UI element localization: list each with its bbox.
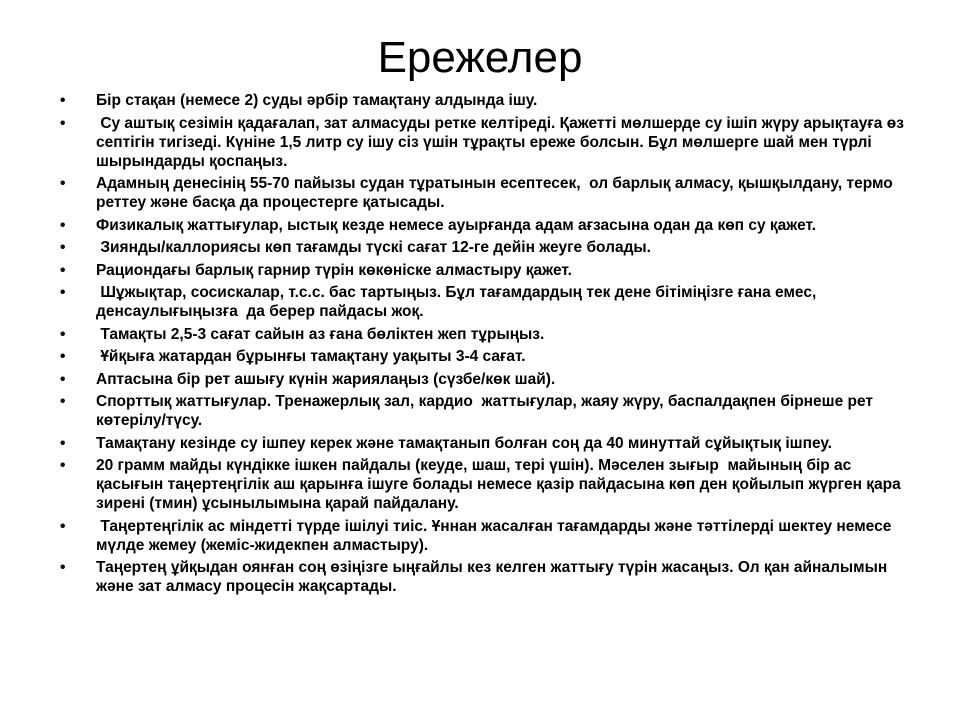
bullet-text: Бір стақан (немесе 2) суды әрбір тамақтану алдында ішу. xyxy=(96,92,538,109)
bullet-item xyxy=(52,174,912,212)
bullet-item xyxy=(52,370,912,389)
bullet-text: Аптасына бір рет ашығу күнін жариялаңыз (сүзбе/көк шай). xyxy=(96,370,556,388)
bullet-item xyxy=(52,517,912,555)
bullet-dot-icon: • xyxy=(60,92,66,109)
bullet-text: Спорттық жаттығулар. Тренажерлық зал, кардио жаттығулар, жаяу жүру, баспалдақпен бірнеше рет көтерілу/түсу. xyxy=(96,393,878,429)
bullet-text: Таңертеңгілік ас міндетті түрде ішілуі тиіс. Ұннан жасалған тағамдарды және тәттілерді шектеу немесе мүлде жемеу (жеміс-жидекпен алмастыру). xyxy=(96,517,896,554)
bullet-dot-icon: • xyxy=(60,239,66,256)
bullet-item xyxy=(52,114,912,171)
bullet-dot-icon: • xyxy=(60,261,66,279)
bullet-item xyxy=(52,216,912,235)
bullet-item xyxy=(52,238,912,257)
bullet-dot-icon: • xyxy=(60,370,66,388)
bullet-text: Шұжықтар, сосискалар, т.с.с. бас тартыңыз. Бұл тағамдардың тек дене бітіміңізге ғана емес, денсаулығыңызға да берер пайдасы жоқ. xyxy=(96,284,821,320)
bullet-dot-icon: • xyxy=(60,284,66,301)
bullet-item xyxy=(52,261,912,280)
bullet-item xyxy=(52,325,912,344)
bullet-item xyxy=(52,558,912,596)
bullet-text: Зиянды/каллориясы көп тағамды түскі сағат 12-ге дейін жеуге болады. xyxy=(96,239,651,256)
slide-title: Ережелер xyxy=(377,33,583,82)
bullet-item xyxy=(52,347,912,366)
bullet-text: Су аштық сезімін қадағалап, зат алмасуды ретке келтіреді. Қажетті мөлшерде су ішіп жүру арықтауға өз септігін тигізеді. Күніне 1,5 литр су ішу сіз үшін тұрақты ереже болсын. Бұл мөлшерге шай мен түрлі шырындарды қоспаңыз. xyxy=(96,114,909,170)
bullet-dot-icon: • xyxy=(60,175,66,192)
bullet-text: Тамақтану кезінде су ішпеу керек және тамақтанып болған соң да 40 минуттай сұйықтық ішпеу. xyxy=(96,434,832,452)
bullet-item xyxy=(52,91,912,110)
bullet-text: Ұйқыға жатардан бұрынғы тамақтану уақыты 3-4 сағат. xyxy=(96,348,526,365)
bullet-dot-icon: • xyxy=(60,216,66,234)
bullet-dot-icon: • xyxy=(60,325,66,343)
bullet-dot-icon: • xyxy=(60,517,66,535)
bullet-dot-icon: • xyxy=(60,348,66,365)
bullet-text: Рациондағы барлық гарнир түрін көкөніске алмастыру қажет. xyxy=(96,261,572,279)
bullet-item xyxy=(52,392,912,430)
bullet-text: 20 грамм майды күндікке ішкен пайдалы (кеуде, шаш, тері үшін). Мәселен зығыр майының бір ас қасығын таңертеңгілік аш қарынға ішуге болады немесе қазір пайдасына көп ден қойылып жүрген қара зирені (тмин) ұсынылымына қарай пайдалану. xyxy=(96,457,906,512)
bullet-item xyxy=(52,283,912,321)
bullet-dot-icon: • xyxy=(60,393,66,410)
bullet-list xyxy=(52,91,912,600)
bullet-dot-icon: • xyxy=(60,114,66,132)
bullet-text: Адамның денесінің 55-70 пайызы судан тұратынын есептесек, ол барлық алмасу, қышқылдану, термо реттеу және басқа да процестерге қатысады. xyxy=(96,175,898,211)
bullet-dot-icon: • xyxy=(60,434,66,452)
bullet-text: Физикалық жаттығулар, ыстық кезде немесе ауырғанда адам ағзасына одан да көп су қажет. xyxy=(96,216,817,234)
bullet-dot-icon: • xyxy=(60,457,66,474)
bullet-dot-icon: • xyxy=(60,559,66,576)
bullet-item xyxy=(52,434,912,453)
bullet-item xyxy=(52,456,912,513)
bullet-text: Тамақты 2,5-3 сағат сайын аз ғана бөліктен жеп тұрыңыз. xyxy=(96,325,545,343)
bullet-text: Таңертең ұйқыдан оянған соң өзіңізге ыңғайлы кез келген жаттығу түрін жасаңыз. Ол қан айналымын және зат алмасу процесін жақсартады. xyxy=(96,559,892,595)
